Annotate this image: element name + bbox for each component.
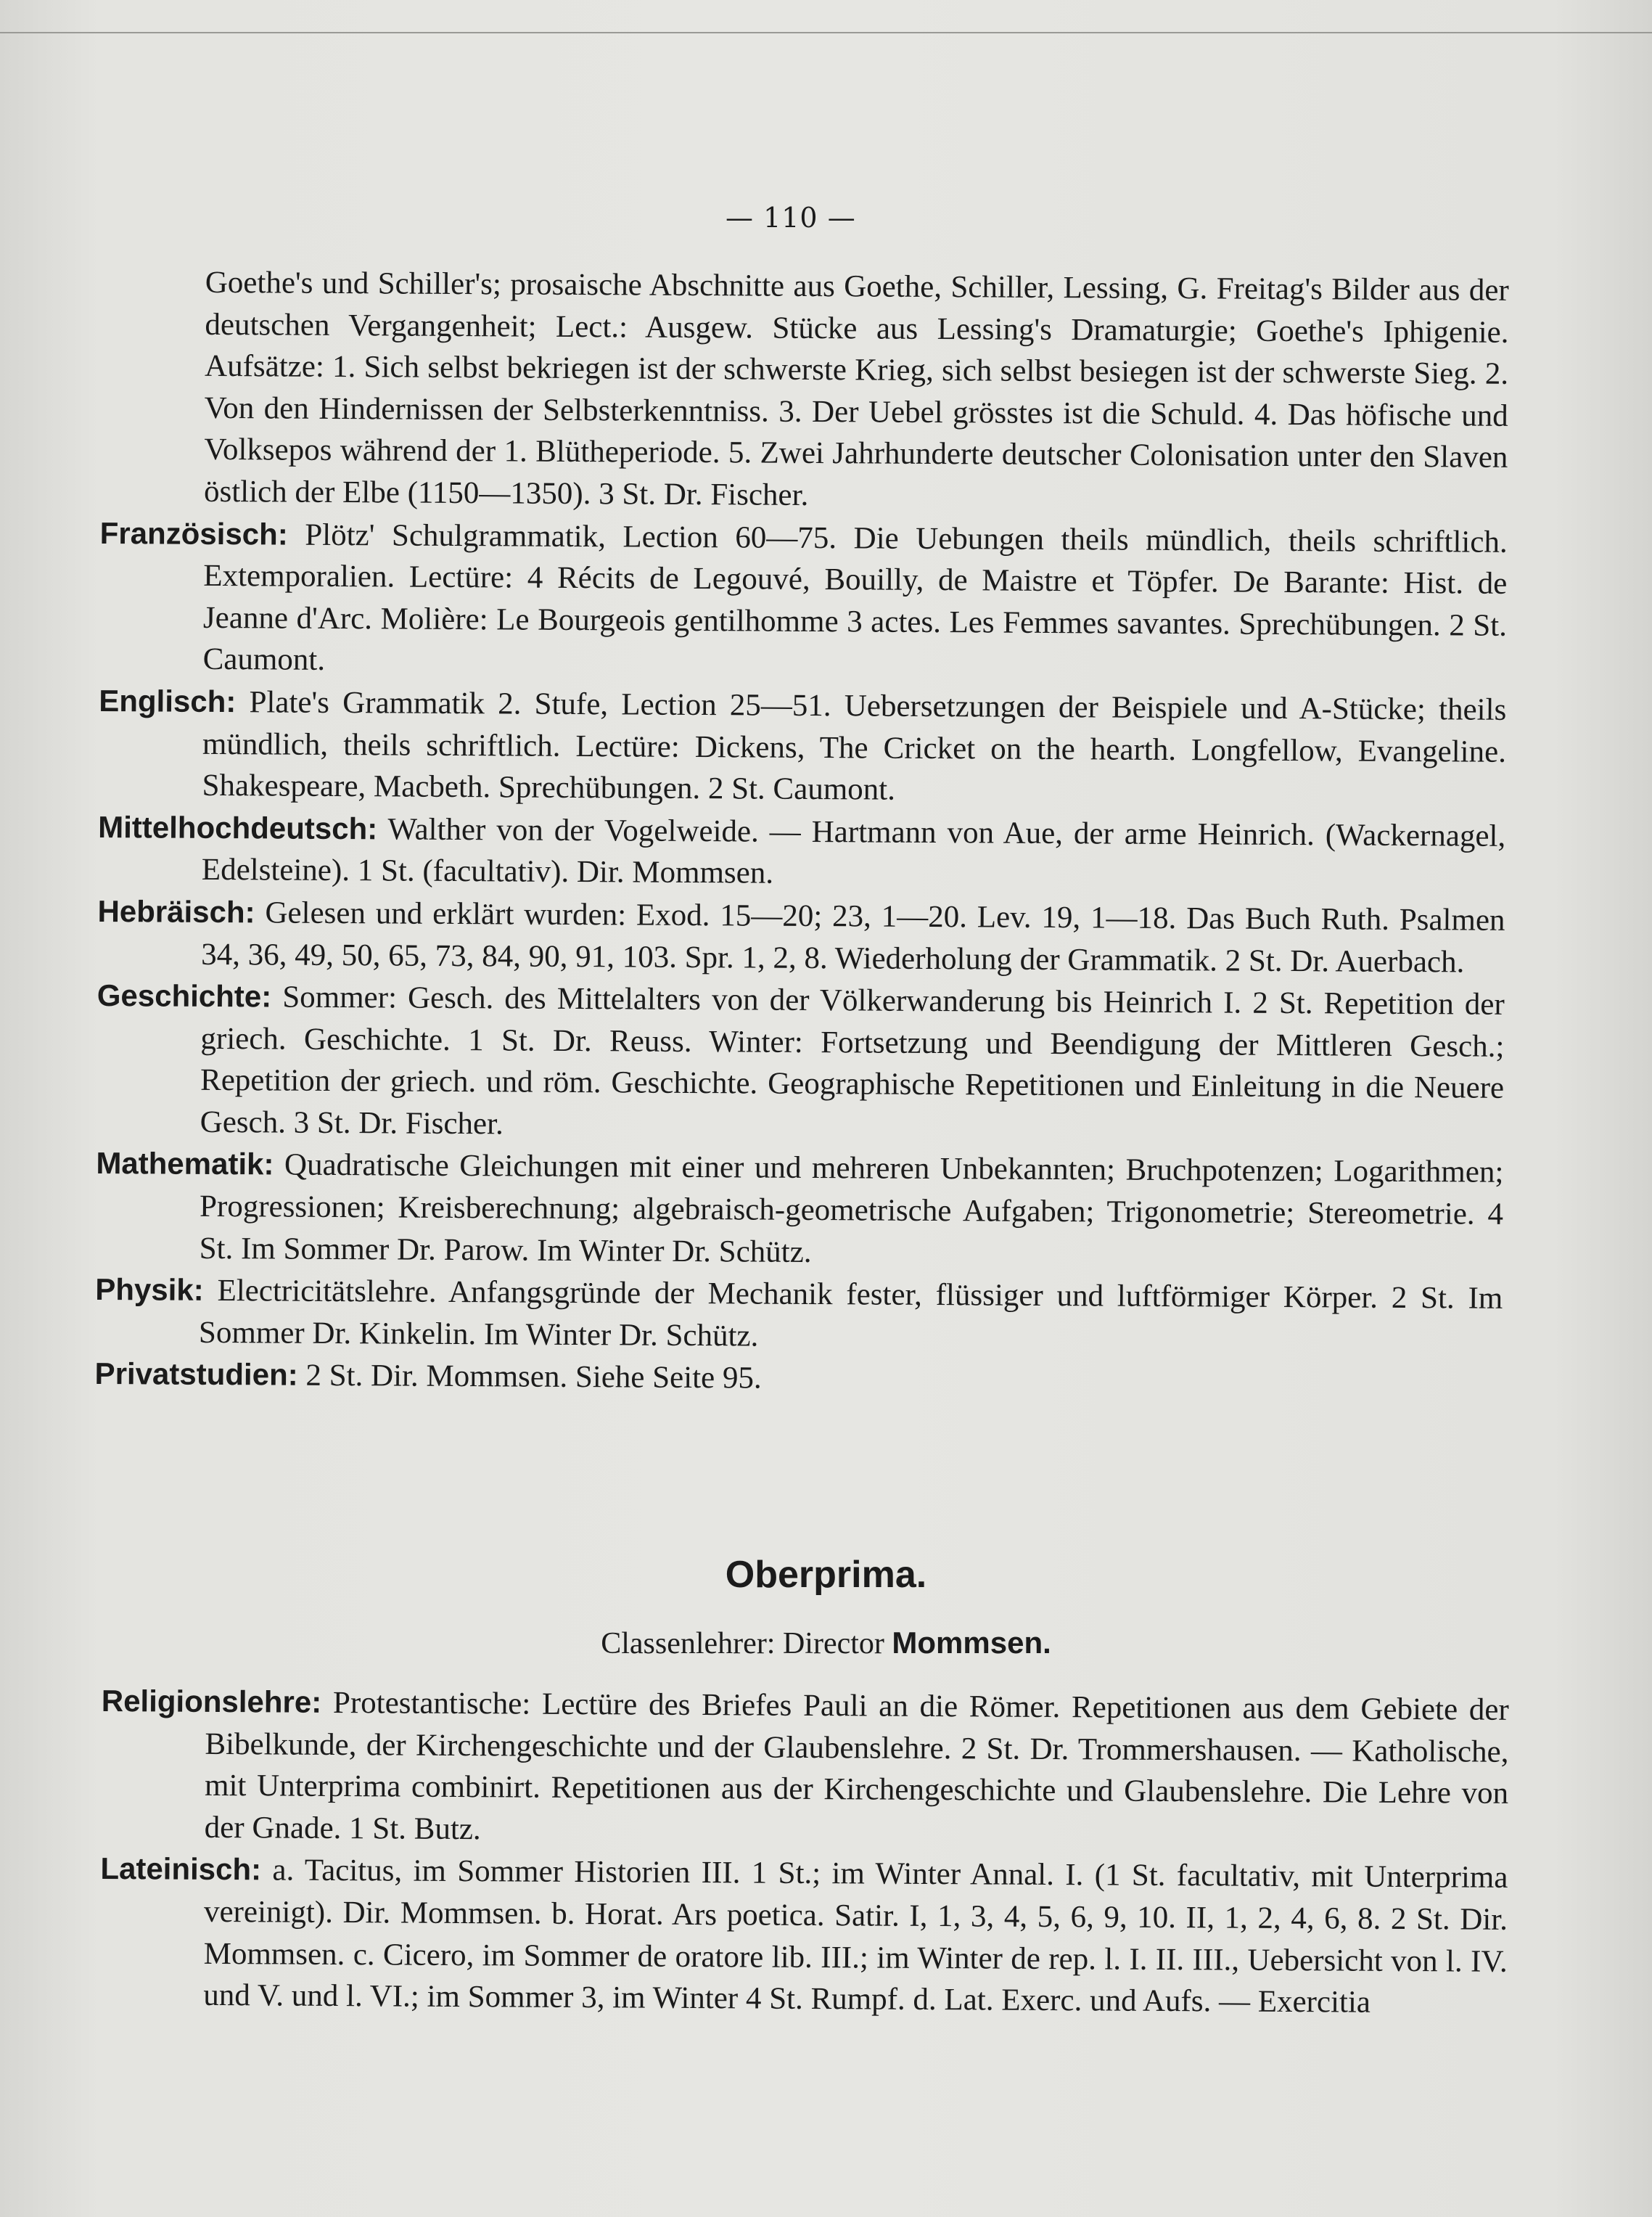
class-teacher-line xyxy=(0,1626,1652,1661)
deutsch-continuation: Goethe's und Schiller's; prosaische Abschnitte aus Goethe, Schiller, Lessing, G. Freitag's Bilder aus der deutschen Vergangenheit; Lect.: Ausgew. Stücke aus Lessing's Dramaturgie; Goethe's Iphigenie. Aufsätze: 1. Sich selbst bekriegen ist der schwerste Krieg, sich selbst besiegen ist der schwerste Sieg. 2. Von den Hindernissen der Selbsterkenntniss. 3. Der Uebel grösstes ist die Schuld. 4. Das höfische und Volksepos während der 1. Blütheperiode. 5. Zwei Jahrhunderte deutscher Colonisation unter den Slaven östlich der Elbe (1150—1350). 3 St. Dr. Fischer. xyxy=(203,265,1509,512)
teacher-label: Classenlehrer: Director xyxy=(601,1627,884,1660)
entry-physik xyxy=(95,1269,1503,1361)
subject-label: Physik: xyxy=(95,1272,204,1308)
entry-text: Gelesen und erklärt wurden: Exod. 15—20; 23, 1—20. Lev. 19, 1—18. Das Buch Ruth. Psalmen 34, 36, 49, 50, 65, 73, 84, 90, 91, 103. Spr. 1, 2, 8. Wiederholung der Grammatik. 2 St. Dr. Auerbach. xyxy=(201,896,1505,979)
subject-label: Lateinisch: xyxy=(100,1851,262,1887)
subject-label: Geschichte: xyxy=(96,978,272,1014)
entry-text: Walther von der Vogelweide. — Hartmann von Aue, der arme Heinrich. (Wackernagel, Edelsteine). 1 St. (facultativ). Dir. Mommsen. xyxy=(201,812,1506,890)
page-number: — 110 — xyxy=(726,202,856,234)
section-heading: Oberprima. xyxy=(725,1554,927,1596)
subject-label: Englisch: xyxy=(99,683,237,719)
section-unterprima-continued xyxy=(94,261,1509,1404)
section-oberprima xyxy=(99,1680,1509,2025)
entry-text: Plötz' Schulgrammatik, Lection 60—75. Die Uebungen theils mündlich, theils schriftlich. Extemporalien. Lectüre: 4 Récits de Legouvé, Bouilly, de Maistre et Töpfer. De Barante: Hist. de Jeanne d'Arc. Molière: Le Bourgeois gentilhomme 3 actes. Les Femmes savantes. Sprechübungen. 2 St. Caumont. xyxy=(202,517,1508,678)
subject-label: Hebräisch: xyxy=(97,893,255,930)
entry-text: Protestantische: Lectüre des Briefes Pauli an die Römer. Repetitionen aus dem Gebiete der Bibelkunde, der Kirchengeschichte und der Glaubenslehre. 2 St. Dr. Trommershausen. — Katholische, mit Unterprima combinirt. Repetitionen aus der Kirchengeschichte und Glaubenslehre. Die Lehre von der Gnade. 1 St. Butz. xyxy=(204,1685,1509,1846)
entry-text: Quadratische Gleichungen mit einer und mehreren Unbekannten; Bruchpotenzen; Logarithmen; Progressionen; Kreisberechnung; algebraisch-geometrische Aufgaben; Trigonometrie; Stereometrie. 4 St. Im Sommer Dr. Parow. Im Winter Dr. Schütz. xyxy=(199,1148,1504,1269)
entry-lateinisch xyxy=(99,1848,1508,2024)
top-border-line xyxy=(0,32,1652,33)
entry-text: a. Tacitus, im Sommer Historien III. 1 St.; im Winter Annal. I. (1 St. facultativ, mit Unterprima vereinigt). Dir. Mommsen. b. Horat. Ars poetica. Satir. I, 1, 3, 4, 5, 6, 9, 10. II, 1, 2, 4, 6, 8. 2 St. Dir. Mommsen. c. Cicero, im Sommer de oratore lib. III.; im Winter de rep. l. I. II. III., Uebersicht von l. IV. und V. und l. VI.; im Sommer 3, im Winter 4 St. Rumpf. d. Lat. Exerc. und Aufs. — Exercitia xyxy=(203,1853,1508,2020)
subject-label: Mittelhochdeutsch: xyxy=(98,809,378,846)
entry-hebraeisch xyxy=(97,890,1505,983)
entry-religionslehre xyxy=(101,1680,1509,1856)
entry-mathematik xyxy=(96,1142,1504,1277)
entry-franzoesisch xyxy=(99,512,1507,689)
subject-label: Privatstudien: xyxy=(94,1356,298,1393)
entry-text: Electricitätslehre. Anfangsgründe der Mechanik fester, flüssiger und luftförmiger Körper. 2 St. Im Sommer Dr. Kinkelin. Im Winter Dr. Schütz. xyxy=(198,1274,1503,1353)
subject-label: Religionslehre: xyxy=(101,1684,322,1719)
subject-label: Französisch: xyxy=(99,515,288,552)
entry-text: Plate's Grammatik 2. Stufe, Lection 25—51. Uebersetzungen der Beispiele und A-Stücke; theils mündlich, theils schriftlich. Lectüre: Dickens, The Cricket on the hearth. Longfellow, Evangeline. Shakespeare, Macbeth. Sprechübungen. 2 St. Caumont. xyxy=(202,685,1507,807)
entry-text: 2 St. Dir. Mommsen. Siehe Seite 95. xyxy=(305,1359,762,1396)
subject-label: Mathematik: xyxy=(96,1146,274,1181)
entry-geschichte xyxy=(96,975,1505,1151)
entry-mittelhochdeutsch xyxy=(98,806,1506,899)
entry-englisch xyxy=(98,680,1506,815)
teacher-name: Mommsen. xyxy=(892,1626,1051,1660)
entry-text: Sommer: Gesch. des Mittelalters von der Völkerwanderung bis Heinrich I. 2 St. Repetition der griech. Geschichte. 1 St. Dr. Reuss. Winter: Fortsetzung und Beendigung der Mittleren Gesch.; Repetition der griech. und röm. Geschichte. Geographische Repetitionen und Einleitung in die Neuere Gesch. 3 St. Dr. Fischer. xyxy=(200,980,1505,1142)
entry-privatstudien xyxy=(94,1353,1502,1403)
